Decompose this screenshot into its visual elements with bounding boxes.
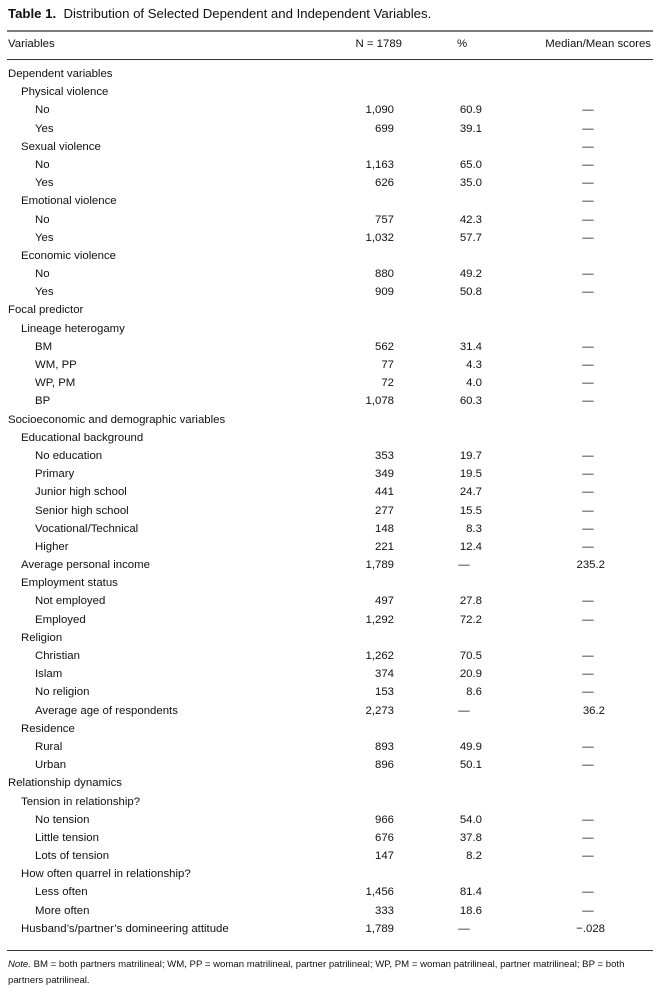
subsection-row xyxy=(0,574,660,592)
row-percent: — xyxy=(458,922,470,935)
row-n: 966 xyxy=(374,813,394,826)
note-text: BM = both partners matrilineal; WM, PP = woman matrilineal, partner patrilineal; WP, PM = woman patrilineal, partner matrilineal; BP = both partners patrilineal. xyxy=(8,959,625,986)
table-row xyxy=(0,174,660,192)
subsection-row xyxy=(0,865,660,883)
row-percent: 8.3 xyxy=(466,522,482,535)
row-n: 153 xyxy=(374,686,394,699)
row-n: 1,032 xyxy=(365,231,394,244)
row-label: Yes xyxy=(35,286,54,299)
row-label: Primary xyxy=(35,468,75,481)
row-label: More often xyxy=(35,904,90,917)
header-n: N = 1789 xyxy=(355,38,402,50)
row-percent: 4.0 xyxy=(466,377,482,390)
row-label: Not employed xyxy=(35,595,106,608)
table-row xyxy=(0,756,660,774)
table-row xyxy=(0,229,660,247)
row-percent: 49.9 xyxy=(459,740,482,753)
row-percent: 4.3 xyxy=(466,359,482,371)
table-row xyxy=(0,702,660,720)
row-median-mean: 235.2 xyxy=(576,559,605,572)
row-median-mean: — xyxy=(582,904,594,917)
row-label: Sexual violence xyxy=(21,140,101,153)
table-row xyxy=(0,483,660,501)
row-n: 757 xyxy=(374,213,394,226)
subsection-row xyxy=(0,556,660,574)
row-percent: 18.6 xyxy=(459,904,482,917)
row-label: No tension xyxy=(35,813,90,826)
row-label: Relationship dynamics xyxy=(8,777,122,790)
row-label: Little tension xyxy=(35,831,99,844)
table-header-row xyxy=(0,38,660,56)
row-n: 562 xyxy=(374,340,394,353)
row-median-mean: — xyxy=(582,759,594,772)
row-percent: 8.6 xyxy=(466,686,482,699)
row-percent: 70.5 xyxy=(459,650,482,662)
header-variables: Variables xyxy=(8,38,55,50)
row-median-mean: — xyxy=(582,813,594,826)
row-median-mean: — xyxy=(582,268,594,281)
header-percent: % xyxy=(457,38,468,50)
row-percent: 31.4 xyxy=(459,340,482,353)
row-n: 1,456 xyxy=(365,886,394,899)
header-median-mean: Median/Mean scores xyxy=(545,38,651,50)
table-title: Distribution of Selected Dependent and Independent Variables. xyxy=(63,6,432,21)
row-n: 699 xyxy=(374,122,394,135)
row-label: Higher xyxy=(35,540,69,553)
row-median-mean: — xyxy=(582,158,594,171)
row-percent: 12.4 xyxy=(459,540,482,553)
bottom-rule xyxy=(7,950,653,951)
table-row xyxy=(0,265,660,283)
row-label: Dependent variables xyxy=(8,68,113,80)
row-median-mean: — xyxy=(582,359,594,371)
row-percent: — xyxy=(458,704,470,717)
row-median-mean: — xyxy=(582,340,594,353)
row-label: Yes xyxy=(35,177,54,190)
row-percent: 50.1 xyxy=(459,759,482,772)
row-label: Lineage heterogamy xyxy=(21,322,125,335)
row-label: Christian xyxy=(35,650,80,662)
row-n: 353 xyxy=(374,449,394,462)
section-row xyxy=(0,301,660,319)
table-row xyxy=(0,356,660,374)
row-label: Employment status xyxy=(21,577,118,590)
row-n: 77 xyxy=(381,359,394,371)
row-label: No xyxy=(35,104,50,117)
row-label: Educational background xyxy=(21,431,144,444)
table-row xyxy=(0,538,660,556)
row-n: 1,262 xyxy=(365,650,394,662)
row-n: 441 xyxy=(374,486,394,499)
row-percent: 20.9 xyxy=(459,668,482,681)
row-label: Less often xyxy=(35,886,88,899)
row-percent: 35.0 xyxy=(459,177,482,190)
header-rule xyxy=(7,59,653,60)
table-row xyxy=(0,902,660,920)
row-n: 880 xyxy=(374,268,394,281)
table-body xyxy=(0,65,660,938)
row-label: Lots of tension xyxy=(35,850,110,863)
row-percent: 24.7 xyxy=(459,486,482,499)
table-row xyxy=(0,520,660,538)
subsection-row xyxy=(0,720,660,738)
row-median-mean: — xyxy=(582,286,594,299)
row-label: Economic violence xyxy=(21,249,116,262)
row-n: 221 xyxy=(374,540,394,553)
row-label: No xyxy=(35,268,50,281)
row-median-mean: — xyxy=(582,395,594,408)
row-label: Junior high school xyxy=(35,486,127,499)
subsection-row xyxy=(0,320,660,338)
table-row xyxy=(0,647,660,665)
row-n: 1,292 xyxy=(365,613,394,626)
row-percent: 39.1 xyxy=(459,122,482,135)
subsection-row xyxy=(0,83,660,101)
table-row xyxy=(0,465,660,483)
subsection-row xyxy=(0,920,660,938)
subsection-row xyxy=(0,793,660,811)
table-row xyxy=(0,611,660,629)
row-median-mean: — xyxy=(582,886,594,899)
table-row xyxy=(0,665,660,683)
row-label: Religion xyxy=(21,631,63,644)
row-median-mean: — xyxy=(582,595,594,608)
row-percent: — xyxy=(458,559,470,572)
subsection-row xyxy=(0,192,660,210)
row-median-mean: −.028 xyxy=(576,922,605,935)
row-n: 148 xyxy=(374,522,394,535)
row-percent: 72.2 xyxy=(459,613,482,626)
subsection-row xyxy=(0,138,660,156)
row-percent: 8.2 xyxy=(466,850,482,863)
row-n: 72 xyxy=(381,377,394,390)
row-median-mean: — xyxy=(582,377,594,390)
row-percent: 37.8 xyxy=(459,831,482,844)
row-percent: 42.3 xyxy=(459,213,482,226)
row-label: Physical violence xyxy=(21,86,109,99)
row-label: No education xyxy=(35,449,103,462)
row-median-mean: — xyxy=(582,122,594,135)
row-label: How often quarrel in relationship? xyxy=(21,868,191,881)
row-median-mean: — xyxy=(582,650,594,662)
row-n: 676 xyxy=(374,831,394,844)
table-row xyxy=(0,883,660,901)
top-rule xyxy=(7,30,653,32)
row-median-mean: — xyxy=(582,613,594,626)
row-label: No xyxy=(35,158,50,171)
row-n: 1,163 xyxy=(365,158,394,171)
row-label: BM xyxy=(35,340,53,353)
row-median-mean: — xyxy=(582,195,594,208)
row-median-mean: — xyxy=(582,104,594,117)
row-label: Husband’s/partner’s domineering attitude xyxy=(21,922,229,935)
row-label: Urban xyxy=(35,759,67,772)
table-label: Table 1. xyxy=(8,6,57,21)
row-n: 1,789 xyxy=(365,922,394,935)
table-row xyxy=(0,374,660,392)
row-label: Rural xyxy=(35,740,63,753)
note-lead: Note. xyxy=(8,959,31,970)
subsection-row xyxy=(0,629,660,647)
row-median-mean: — xyxy=(582,140,594,153)
row-label: Residence xyxy=(21,722,75,735)
subsection-row xyxy=(0,247,660,265)
row-n: 1,078 xyxy=(365,395,394,408)
subsection-row xyxy=(0,429,660,447)
row-median-mean: — xyxy=(582,850,594,863)
table-row xyxy=(0,392,660,410)
row-median-mean: — xyxy=(582,231,594,244)
table-row xyxy=(0,211,660,229)
row-label: Focal predictor xyxy=(8,304,84,317)
table-row xyxy=(0,156,660,174)
row-n: 909 xyxy=(374,286,394,299)
row-n: 277 xyxy=(374,504,394,517)
table-row xyxy=(0,101,660,119)
row-percent: 19.5 xyxy=(459,468,482,481)
row-percent: 50.8 xyxy=(459,286,482,299)
table-row xyxy=(0,120,660,138)
row-label: Employed xyxy=(35,613,86,626)
section-row xyxy=(0,65,660,83)
row-label: No religion xyxy=(35,686,90,699)
table-row xyxy=(0,592,660,610)
row-label: No xyxy=(35,213,50,226)
row-label: WM, PP xyxy=(35,359,77,371)
table-row xyxy=(0,338,660,356)
table-caption xyxy=(8,6,431,21)
row-percent: 60.3 xyxy=(459,395,482,408)
row-n: 1,090 xyxy=(365,104,394,117)
row-median-mean: — xyxy=(582,686,594,699)
table-row xyxy=(0,283,660,301)
row-n: 2,273 xyxy=(365,704,394,717)
section-row xyxy=(0,774,660,792)
row-n: 893 xyxy=(374,740,394,753)
table-row xyxy=(0,502,660,520)
row-percent: 27.8 xyxy=(459,595,482,608)
row-label: Yes xyxy=(35,122,54,135)
row-percent: 15.5 xyxy=(459,504,482,517)
row-label: Yes xyxy=(35,231,54,244)
table-row xyxy=(0,829,660,847)
row-n: 147 xyxy=(374,850,394,863)
row-median-mean: — xyxy=(582,522,594,535)
row-n: 626 xyxy=(374,177,394,190)
row-percent: 60.9 xyxy=(459,104,482,117)
row-percent: 65.0 xyxy=(459,158,482,171)
row-label: BP xyxy=(35,395,51,408)
row-percent: 54.0 xyxy=(459,813,482,826)
row-percent: 19.7 xyxy=(459,449,482,462)
table-note xyxy=(8,957,656,989)
row-label: Socioeconomic and demographic variables xyxy=(8,413,226,426)
section-row xyxy=(0,411,660,429)
row-label: Tension in relationship? xyxy=(21,795,141,808)
row-label: WP, PM xyxy=(35,377,76,390)
row-n: 896 xyxy=(374,759,394,772)
row-median-mean: — xyxy=(582,668,594,681)
row-label: Islam xyxy=(35,668,63,681)
row-median-mean: — xyxy=(582,449,594,462)
row-n: 349 xyxy=(374,468,394,481)
row-n: 333 xyxy=(374,904,394,917)
row-n: 497 xyxy=(374,595,394,608)
table-row xyxy=(0,847,660,865)
row-n: 1,789 xyxy=(365,559,394,572)
row-median-mean: — xyxy=(582,831,594,844)
table-row xyxy=(0,683,660,701)
row-label: Average age of respondents xyxy=(35,704,178,717)
row-median-mean: — xyxy=(582,486,594,499)
row-label: Average personal income xyxy=(21,559,150,572)
row-percent: 49.2 xyxy=(459,268,482,281)
table-row xyxy=(0,447,660,465)
table-row xyxy=(0,811,660,829)
row-median-mean: — xyxy=(582,504,594,517)
row-median-mean: — xyxy=(582,213,594,226)
row-label: Vocational/Technical xyxy=(35,522,139,535)
row-median-mean: — xyxy=(582,177,594,190)
table-row xyxy=(0,738,660,756)
row-label: Emotional violence xyxy=(21,195,117,208)
row-percent: 81.4 xyxy=(459,886,482,899)
row-percent: 57.7 xyxy=(459,231,482,244)
row-median-mean: — xyxy=(582,740,594,753)
row-median-mean: — xyxy=(582,540,594,553)
row-median-mean: 36.2 xyxy=(582,704,605,717)
row-label: Senior high school xyxy=(35,504,129,517)
row-median-mean: — xyxy=(582,468,594,481)
row-n: 374 xyxy=(374,668,394,681)
